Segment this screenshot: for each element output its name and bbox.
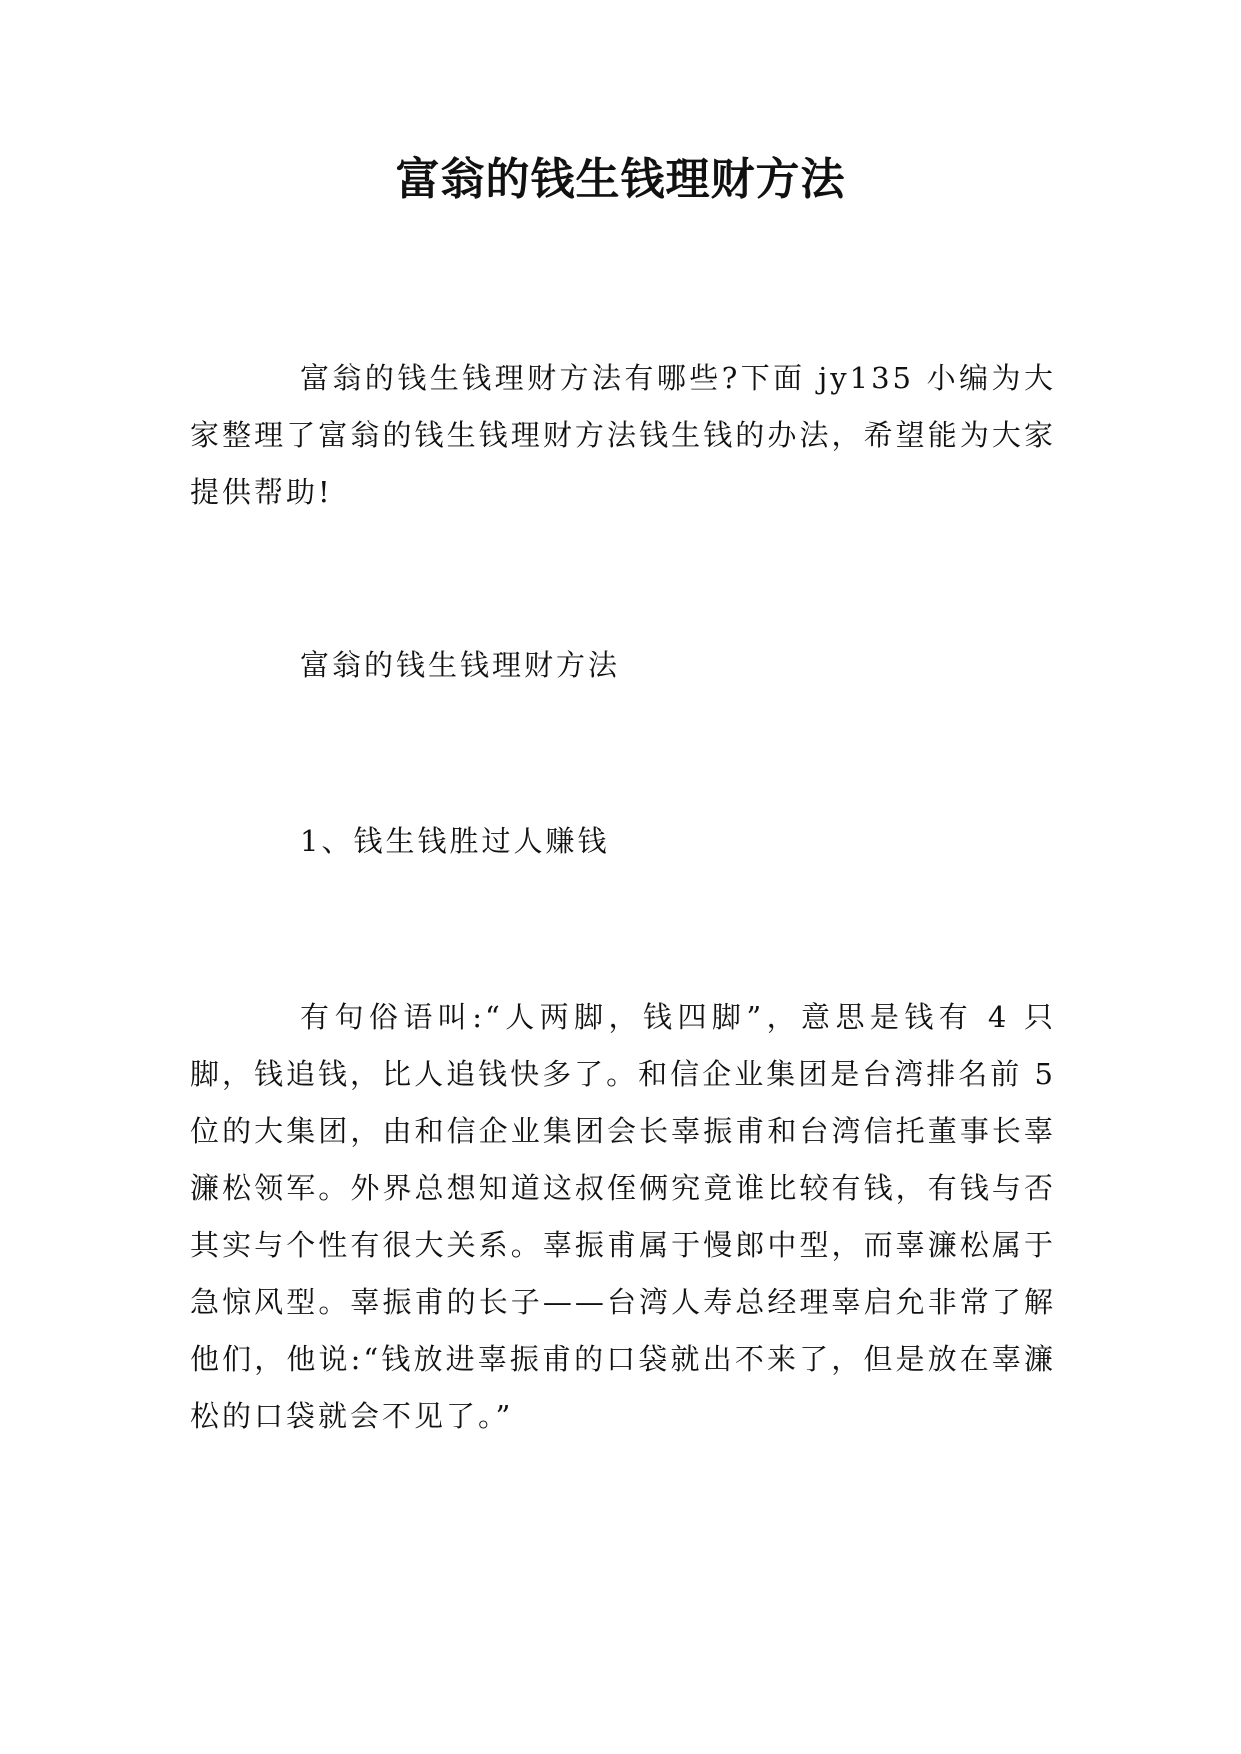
body-paragraph-1: 有句俗语叫:“人两脚，钱四脚”，意思是钱有 4 只脚，钱追钱，比人追钱快多了。和信企业集团是台湾排名前 5 位的大集团，由和信企业集团会长辜振甫和台湾信托董事长辜濂松领军。外界总想知道这叔侄俩究竟谁比较有钱，有钱与否其实与个性有很大关系。辜振甫属于慢郎中型，而辜濂松属于急惊风型。辜振甫的长子——台湾人寿总经理辜启允非常了解他们，他说:“钱放进辜振甫的口袋就出不来了，但是放在辜濂松的口袋就会不见了。”: [190, 1000, 1056, 1433]
section-heading-1: 1、钱生钱胜过人赚钱: [300, 824, 610, 858]
intro-paragraph: 富翁的钱生钱理财方法有哪些?下面 jy135 小编为大家整理了富翁的钱生钱理财方法钱生钱的办法，希望能为大家提供帮助!: [190, 361, 1056, 509]
document-title: 富翁的钱生钱理财方法: [395, 154, 846, 205]
section-subtitle: 富翁的钱生钱理财方法: [300, 648, 621, 682]
